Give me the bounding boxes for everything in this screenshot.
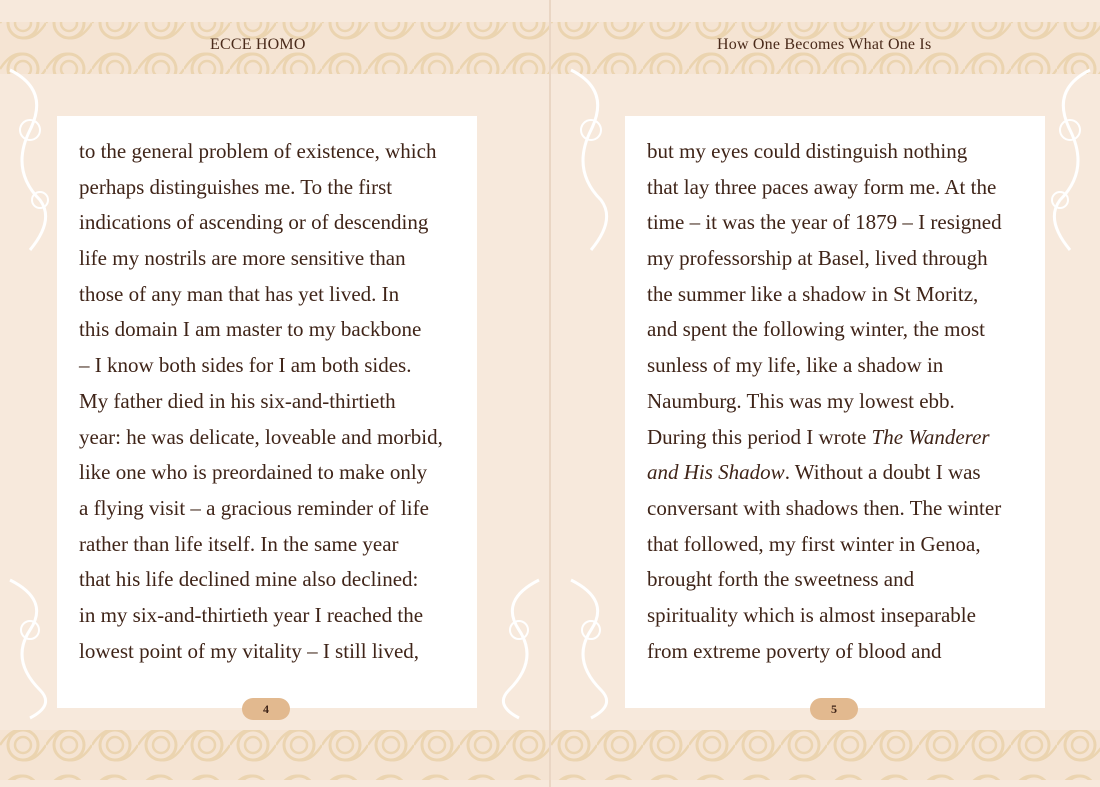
corner-ornament-icon	[491, 570, 549, 720]
text-line: a flying visit – a gracious reminder of life	[79, 495, 429, 520]
text-run: . Without a doubt I was	[784, 460, 981, 485]
text-line: those of any man that has yet lived. In	[79, 281, 400, 306]
body-text	[647, 134, 1037, 669]
text-line: that his life declined mine also declined:	[79, 567, 419, 592]
body-text	[79, 134, 469, 669]
text-line: spirituality which is almost inseparable	[647, 602, 976, 627]
text-line: brought forth the sweetness and	[647, 567, 915, 592]
text-line: My father died in his six-and-thirtieth	[79, 388, 396, 413]
text-line	[647, 420, 1037, 456]
text-line: that followed, my first winter in Genoa,	[647, 531, 981, 556]
text-line: conversant with shadows then. The winter	[647, 495, 1002, 520]
book-title: and His Shadow	[647, 460, 785, 485]
text-line: year: he was delicate, loveable and morbid,	[79, 424, 443, 449]
corner-ornament-icon	[561, 60, 619, 260]
text-line: that lay three paces away form me. At the	[647, 174, 997, 199]
text-line: lowest point of my vitality – I still lived,	[79, 638, 420, 663]
text-line: to the general problem of existence, which	[79, 139, 437, 163]
text-run: During this period I wrote	[647, 424, 872, 449]
text-panel	[625, 116, 1045, 708]
text-line: like one who is preordained to make only	[79, 460, 428, 485]
text-line: Naumburg. This was my lowest ebb.	[647, 388, 955, 413]
text-line: my professorship at Basel, lived through	[647, 246, 988, 271]
text-line: – I know both sides for I am both sides.	[79, 353, 412, 378]
left-page	[0, 0, 549, 787]
text-line: this domain I am master to my backbone	[79, 317, 422, 342]
book-title: The Wanderer	[871, 424, 990, 449]
running-head: How One Becomes What One Is	[717, 36, 932, 53]
text-line: in my six-and-thirtieth year I reached the	[79, 602, 424, 627]
corner-ornament-icon	[561, 570, 619, 720]
bottom-ornament-band	[0, 722, 549, 787]
corner-ornament-icon	[0, 60, 58, 260]
text-line	[647, 455, 1037, 491]
text-line: from extreme poverty of blood and	[647, 638, 942, 663]
text-panel	[57, 116, 477, 708]
page-number-badge: 5	[810, 698, 858, 720]
text-line: sunless of my life, like a shadow in	[647, 353, 944, 378]
text-line: time – it was the year of 1879 – I resigned	[647, 210, 1002, 235]
running-head: ECCE HOMO	[210, 36, 306, 53]
text-line: perhaps distinguishes me. To the first	[79, 174, 393, 199]
text-line: indications of ascending or of descending	[79, 210, 429, 235]
page-number-badge: 4	[242, 698, 290, 720]
text-line: but my eyes could distinguish nothing	[647, 139, 968, 163]
text-line: rather than life itself. In the same year	[79, 531, 399, 556]
corner-ornament-icon	[1042, 60, 1100, 260]
right-page	[551, 0, 1100, 787]
text-line: and spent the following winter, the most	[647, 317, 986, 342]
corner-ornament-icon	[0, 570, 58, 720]
text-line: the summer like a shadow in St Moritz,	[647, 281, 979, 306]
bottom-ornament-band	[551, 722, 1100, 787]
text-line: life my nostrils are more sensitive than	[79, 246, 406, 271]
